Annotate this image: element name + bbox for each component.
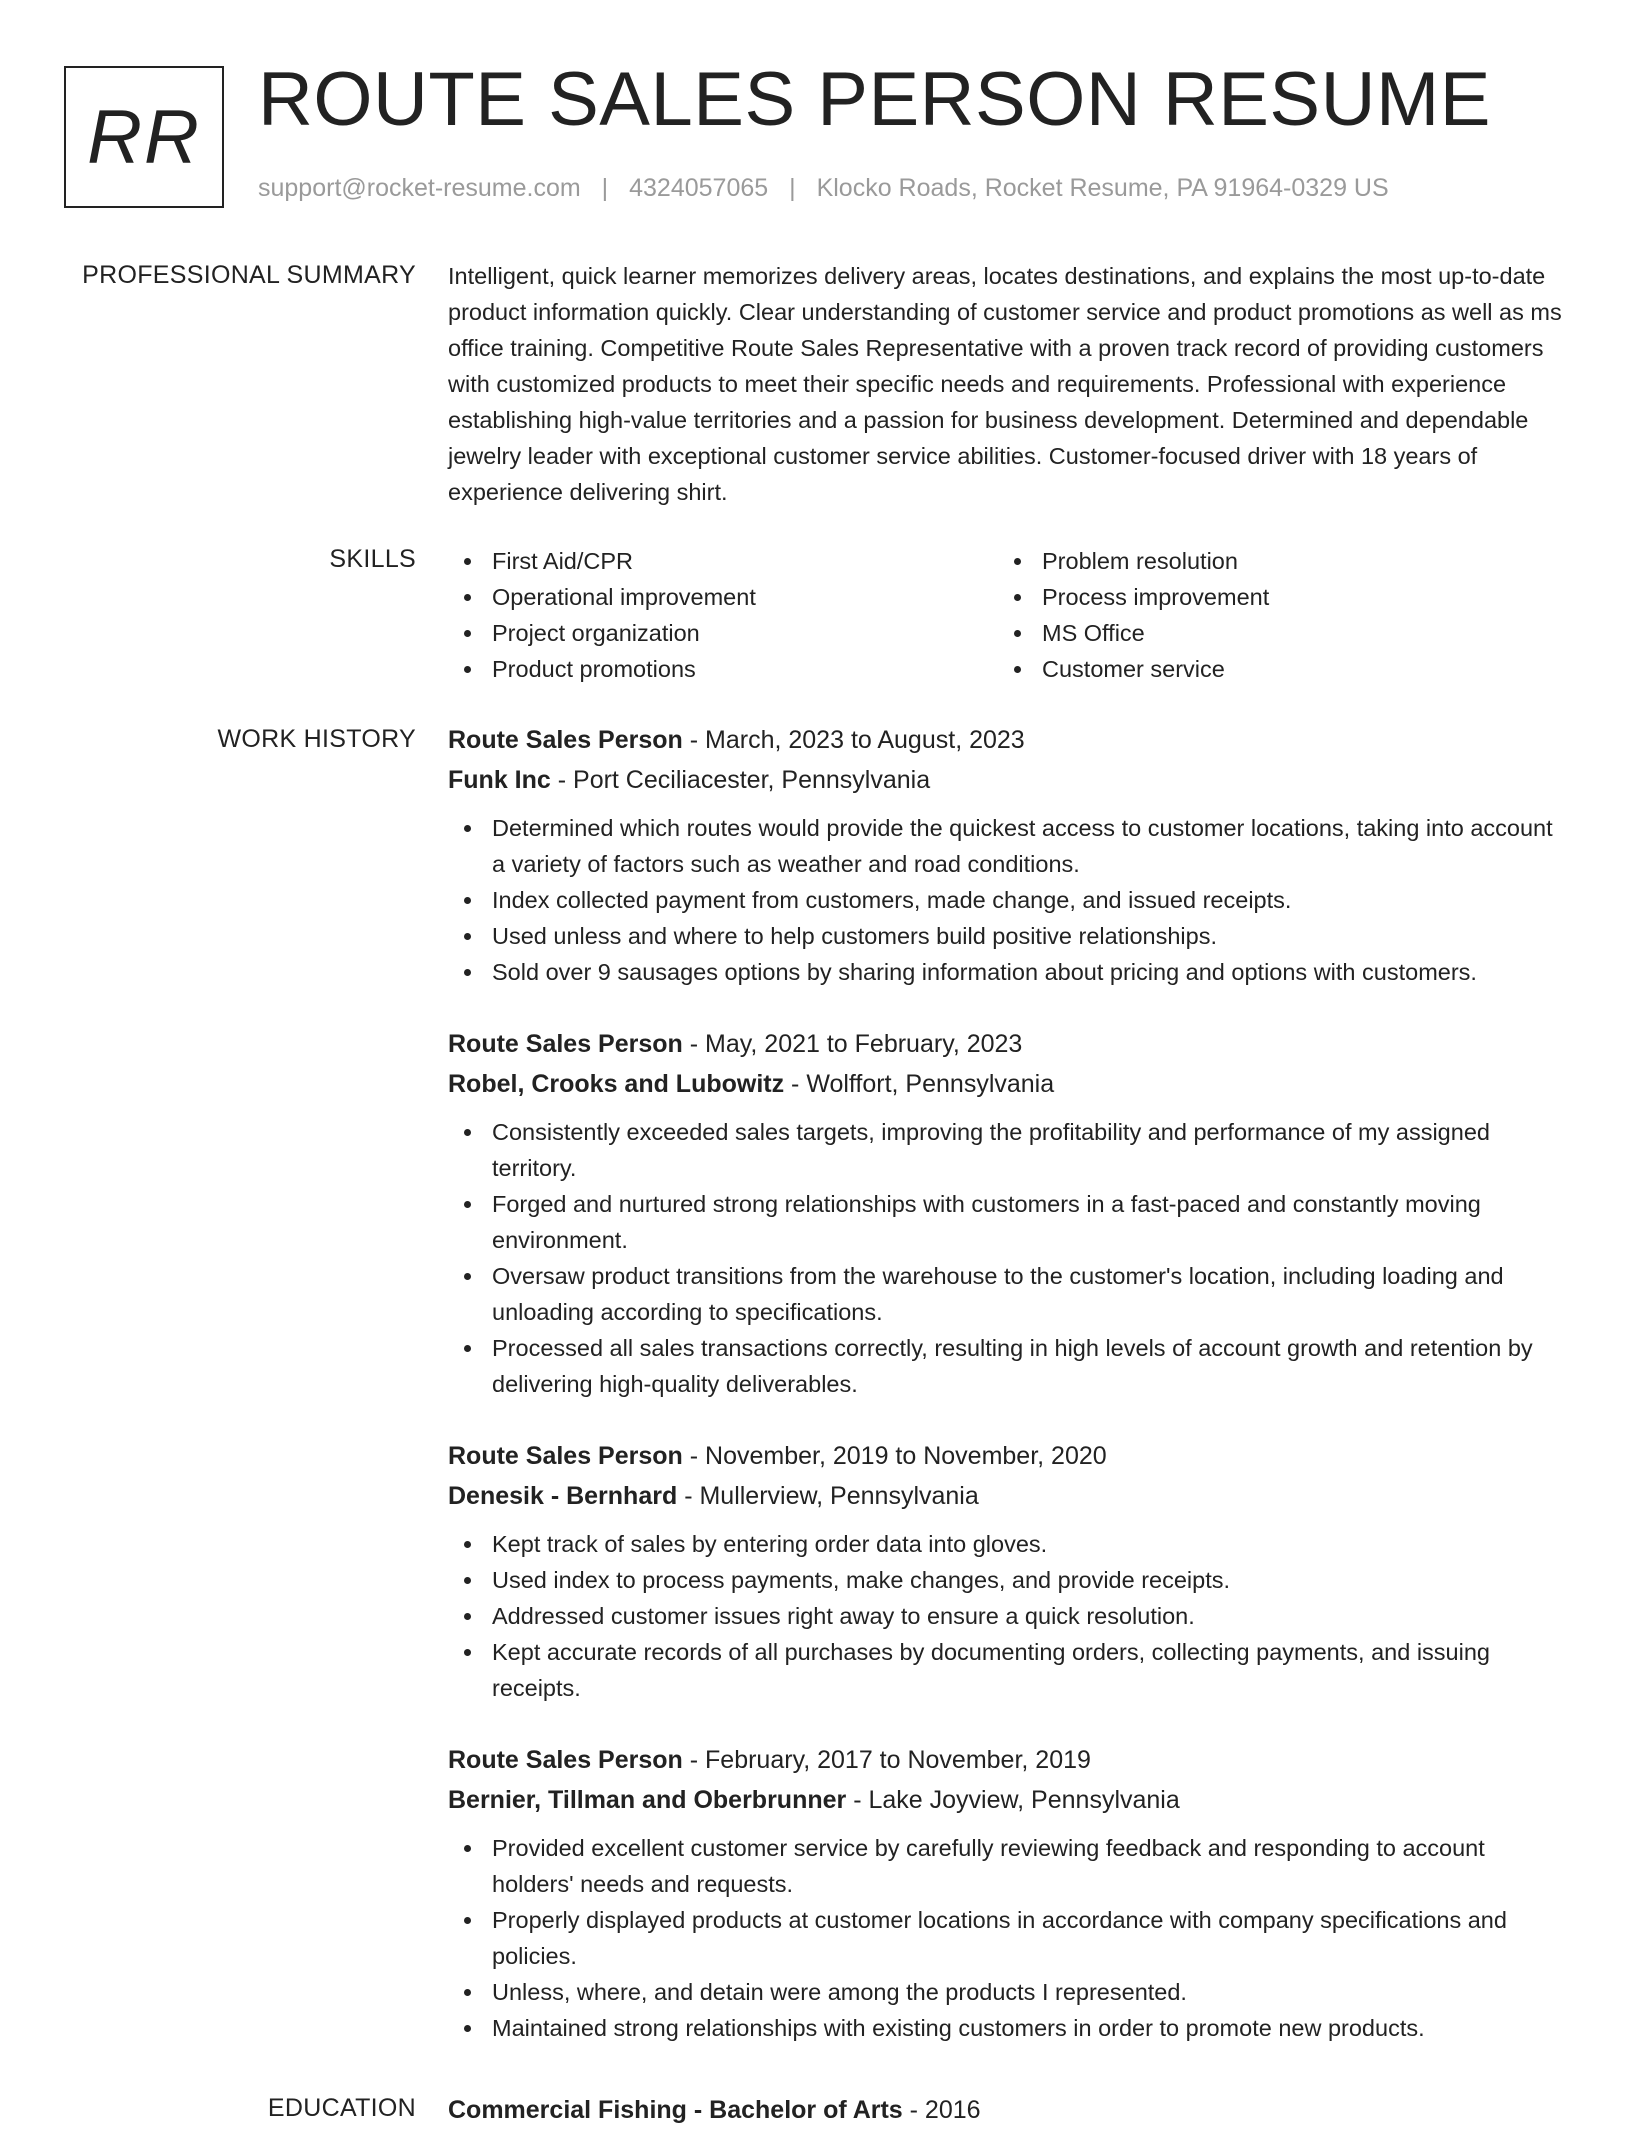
job-bullet: Sold over 9 sausages options by sharing information about pricing and options with customers. <box>448 954 1570 990</box>
job-bullet: Used unless and where to help customers build positive relationships. <box>448 918 1570 954</box>
job-location: - Wolffort, Pennsylvania <box>784 1070 1055 1098</box>
job-dates: - May, 2021 to February, 2023 <box>682 1030 1023 1058</box>
skill-item: MS Office <box>998 615 1548 651</box>
contact-separator: | <box>601 174 609 202</box>
job-title-line <box>448 1740 1570 1780</box>
job-entry <box>448 1436 1570 1706</box>
job-title: Route Sales Person <box>448 1030 683 1058</box>
job-bullet: Index collected payment from customers, made change, and issued receipts. <box>448 882 1570 918</box>
job-bullet: Forged and nurtured strong relationships with customers in a fast-paced and constantly moving environment. <box>448 1186 1570 1258</box>
education-section <box>448 2090 1570 2130</box>
job-bullet: Addressed customer issues right away to ensure a quick resolution. <box>448 1598 1570 1634</box>
job-bullets <box>448 1830 1570 2046</box>
job-company: Funk Inc <box>448 766 551 794</box>
job-company: Denesik - Bernhard <box>448 1482 678 1510</box>
skills-list-left <box>448 543 998 687</box>
job-company-line <box>448 1780 1570 1820</box>
education-entry <box>448 2090 1570 2130</box>
job-bullet: Determined which routes would provide the quickest access to customer locations, taking into account a variety of factors such as weather and road conditions. <box>448 810 1570 882</box>
job-company-line <box>448 1476 1570 1516</box>
job-dates: - March, 2023 to August, 2023 <box>682 726 1025 754</box>
job-bullet: Maintained strong relationships with existing customers in order to promote new products. <box>448 2010 1570 2046</box>
contact-address: Klocko Roads, Rocket Resume, PA 91964-0329 US <box>816 174 1389 202</box>
education-heading: EDUCATION <box>267 2094 416 2122</box>
job-title: Route Sales Person <box>448 726 683 754</box>
job-title-line <box>448 720 1570 760</box>
skills-section <box>448 543 1570 687</box>
job-bullet: Kept track of sales by entering order data into gloves. <box>448 1526 1570 1562</box>
summary-text: Intelligent, quick learner memorizes delivery areas, locates destinations, and explains the most up-to-date product information quickly. Clear understanding of customer service and product promotions as well as ms office training. Competitive Route Sales Representative with a proven track record of providing customers with customized products to meet their specific needs and requirements. Professional with experience establishing high-value territories and a passion for business development. Determined and dependable jewelry leader with exceptional customer service abilities. Customer-focused driver with 18 years of experience delivering shirt. <box>448 263 1562 505</box>
job-entry <box>448 720 1570 990</box>
job-dates: - February, 2017 to November, 2019 <box>682 1746 1091 1774</box>
skill-item: First Aid/CPR <box>448 543 998 579</box>
skills-list-right <box>998 543 1548 687</box>
job-company-line <box>448 1064 1570 1104</box>
job-bullet: Provided excellent customer service by carefully reviewing feedback and responding to account holders' needs and requests. <box>448 1830 1570 1902</box>
job-bullet: Unless, where, and detain were among the products I represented. <box>448 1974 1570 2010</box>
job-title-line <box>448 1024 1570 1064</box>
job-bullet: Processed all sales transactions correctly, resulting in high levels of account growth and retention by delivering high-quality deliverables. <box>448 1330 1570 1402</box>
education-year: - 2016 <box>902 2096 981 2124</box>
job-entry <box>448 1740 1570 2046</box>
contact-separator: | <box>789 174 796 202</box>
skill-item: Product promotions <box>448 651 998 687</box>
job-company-line <box>448 760 1570 800</box>
job-company: Bernier, Tillman and Oberbrunner <box>448 1786 847 1814</box>
job-dates: - November, 2019 to November, 2020 <box>682 1442 1107 1470</box>
job-company: Robel, Crooks and Lubowitz <box>448 1070 785 1098</box>
job-bullet: Kept accurate records of all purchases by documenting orders, collecting payments, and issuing receipts. <box>448 1634 1570 1706</box>
work-history-heading: WORK HISTORY <box>217 725 416 753</box>
skills-heading: SKILLS <box>329 545 416 573</box>
job-bullets <box>448 1526 1570 1706</box>
resume-title: ROUTE SALES PERSON RESUME <box>258 57 1491 142</box>
skill-item: Process improvement <box>998 579 1548 615</box>
job-bullets <box>448 1114 1570 1402</box>
job-location: - Mullerview, Pennsylvania <box>677 1482 979 1510</box>
contact-line <box>258 174 1389 203</box>
job-title: Route Sales Person <box>448 1746 683 1774</box>
summary-heading: PROFESSIONAL SUMMARY <box>82 261 416 289</box>
monogram-logo: RR <box>64 66 224 208</box>
job-location: - Lake Joyview, Pennsylvania <box>846 1786 1180 1814</box>
job-bullet: Properly displayed products at customer locations in accordance with company specifications and policies. <box>448 1902 1570 1974</box>
summary-section <box>448 258 1570 510</box>
job-entry <box>448 1024 1570 1402</box>
job-title: Route Sales Person <box>448 1442 683 1470</box>
skill-item: Project organization <box>448 615 998 651</box>
job-bullets <box>448 810 1570 990</box>
job-title-line <box>448 1436 1570 1476</box>
skill-item: Customer service <box>998 651 1548 687</box>
contact-phone[interactable]: 4324057065 <box>629 174 769 202</box>
skill-item: Problem resolution <box>998 543 1548 579</box>
job-location: - Port Ceciliacester, Pennsylvania <box>550 766 931 794</box>
contact-email[interactable]: support@rocket-resume.com <box>258 174 581 202</box>
job-bullet: Oversaw product transitions from the warehouse to the customer's location, including loading and unloading according to specifications. <box>448 1258 1570 1330</box>
work-history-section <box>448 720 1570 2080</box>
education-degree: Commercial Fishing - Bachelor of Arts <box>448 2096 903 2124</box>
job-bullet: Used index to process payments, make changes, and provide receipts. <box>448 1562 1570 1598</box>
job-bullet: Consistently exceeded sales targets, improving the profitability and performance of my assigned territory. <box>448 1114 1570 1186</box>
skill-item: Operational improvement <box>448 579 998 615</box>
